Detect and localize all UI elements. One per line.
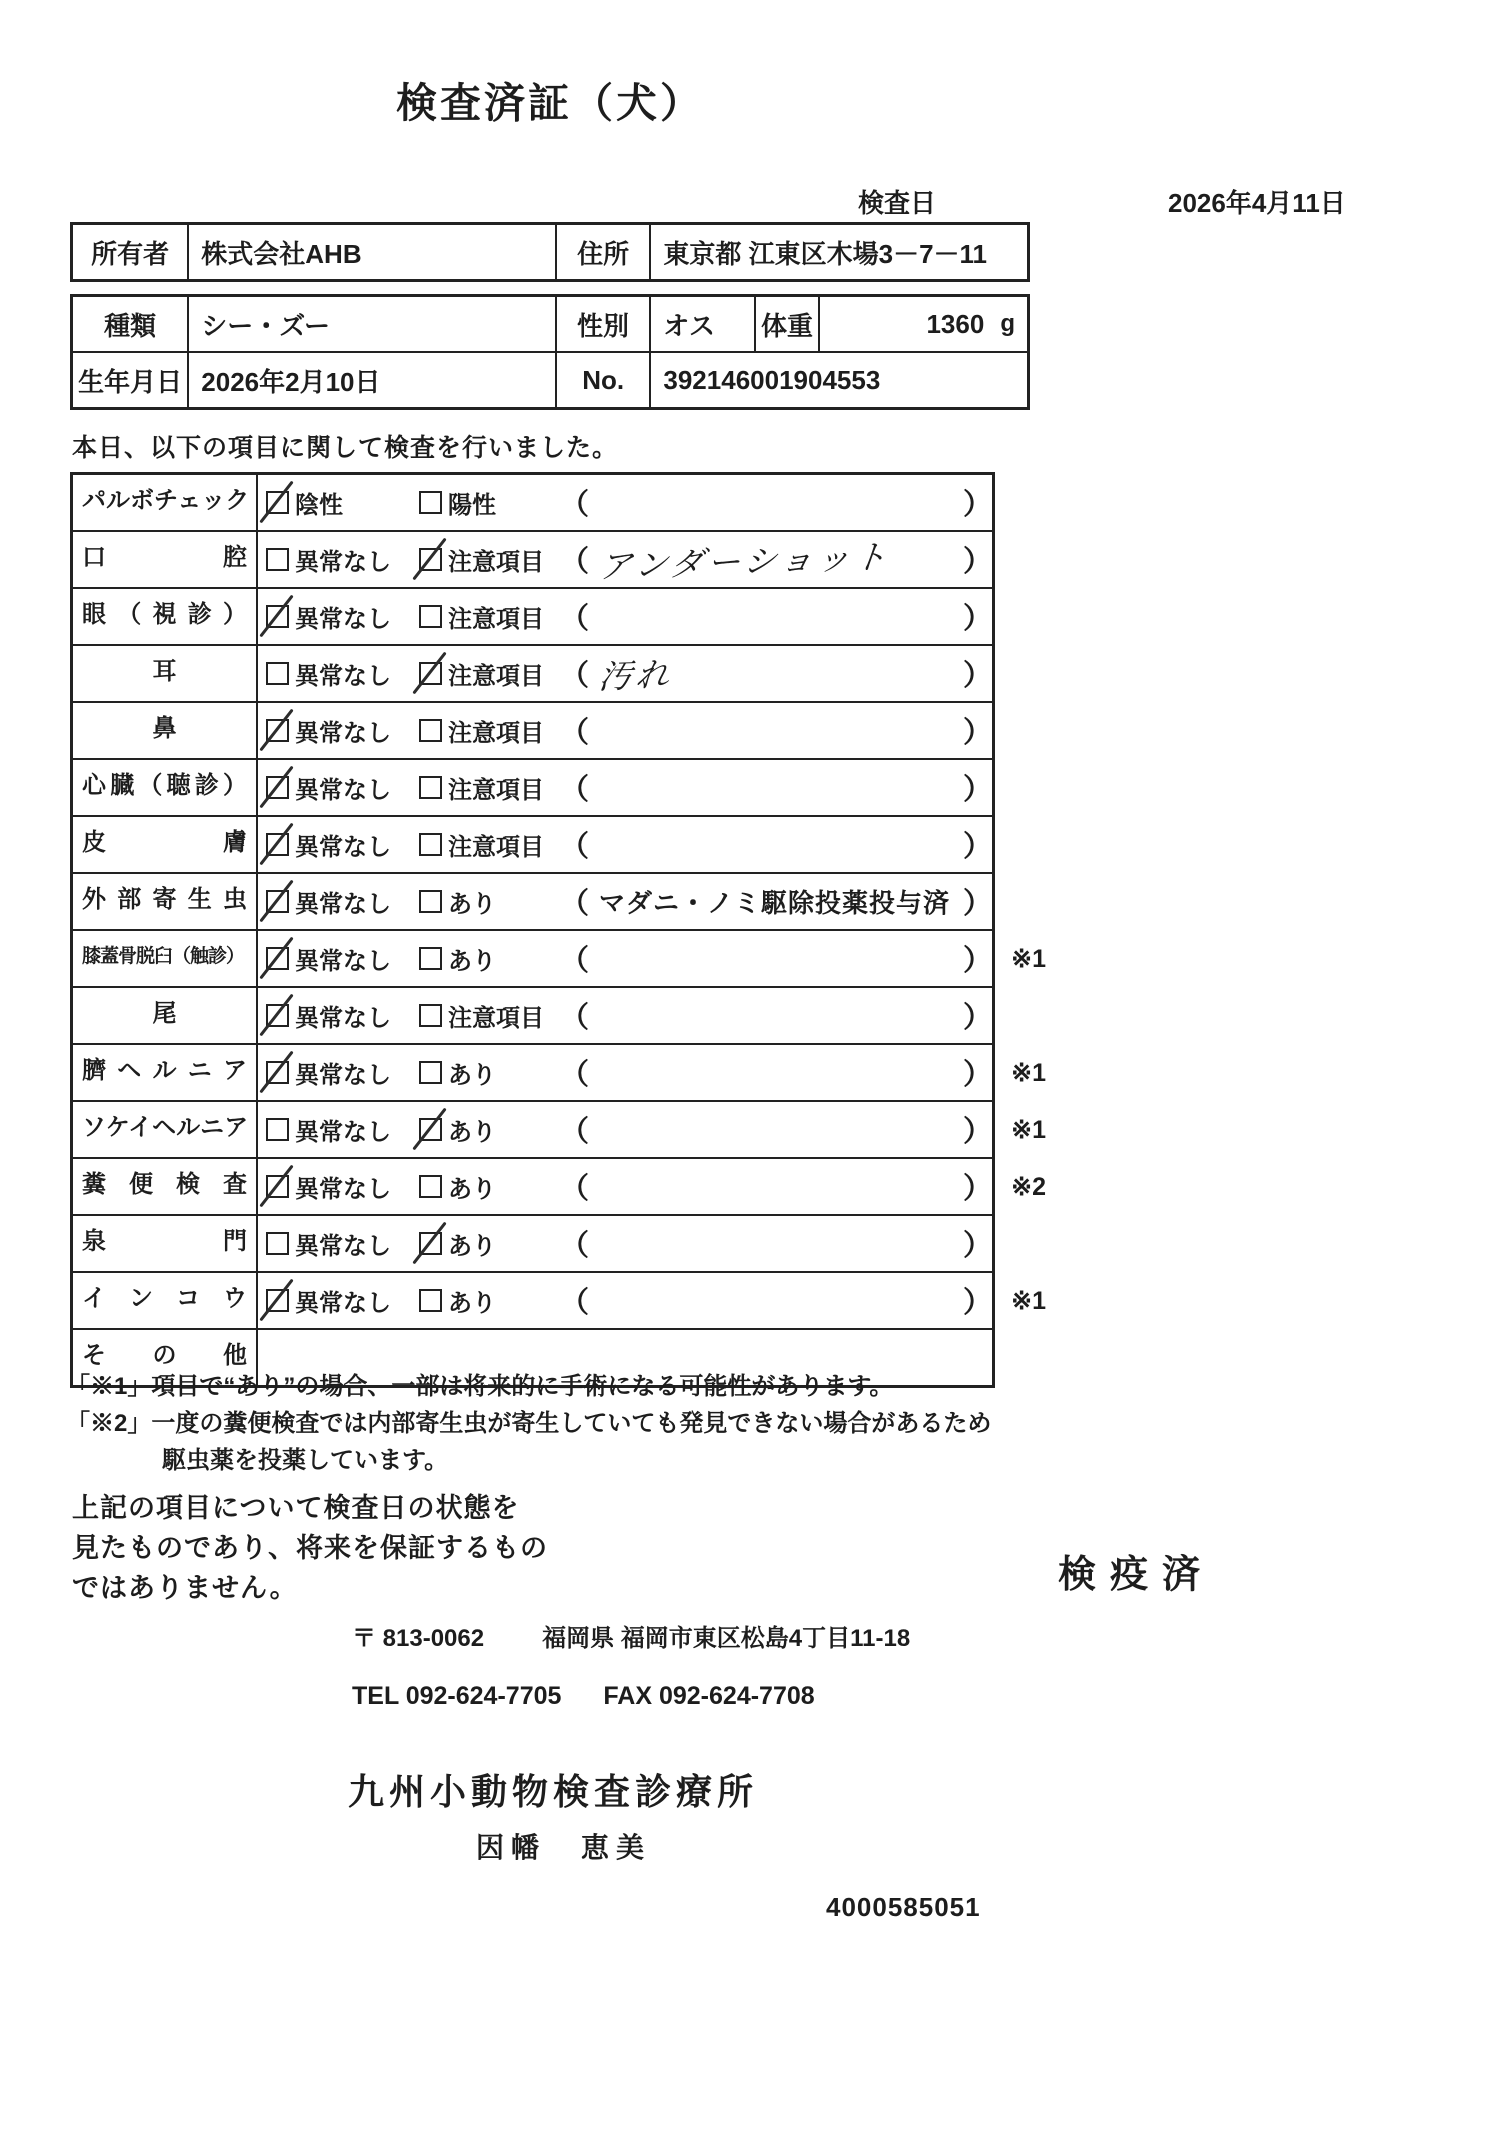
checkbox-option-1 (266, 776, 289, 799)
checklist-row (73, 1214, 992, 1271)
paren-close: ） (962, 717, 992, 749)
serial-number: 4000585051 (826, 1892, 981, 1922)
check-slash-mark (259, 709, 293, 752)
check-slash-mark (259, 937, 293, 980)
paren-close: ） (962, 1002, 992, 1034)
option-2 (419, 1226, 560, 1261)
paren-close: ） (962, 831, 992, 863)
option-1 (266, 656, 419, 691)
checklist-item-label: 臍ヘルニア (73, 1045, 258, 1100)
checklist-row (73, 1043, 1046, 1100)
paren-open: （ (560, 489, 590, 521)
owner-row (73, 225, 1027, 279)
footnote-mark: ※1 (1011, 1287, 1046, 1315)
checklist-row-content (258, 931, 1046, 986)
checklist-item-label: 皮膚 (73, 817, 258, 872)
disclaimer-text (72, 1488, 548, 1608)
checklist-row (73, 986, 992, 1043)
checklist-item-label: 糞便検査 (73, 1159, 258, 1214)
paren-close: ） (962, 1230, 992, 1262)
pet-table (70, 294, 1030, 410)
clinic-phone-line (352, 1682, 815, 1711)
birth-label: 生年月日 (78, 366, 183, 397)
option-2 (419, 941, 560, 976)
paren-open: （ (560, 945, 590, 977)
option-2 (419, 485, 560, 520)
weight-value (818, 297, 1027, 351)
checklist-item-label: 耳 (73, 646, 258, 701)
option-2-label: あり (448, 1233, 496, 1260)
checkbox-option-1 (266, 947, 289, 970)
checkbox-option-1 (266, 719, 289, 742)
checklist-row-content (258, 817, 992, 872)
option-2-label: 注意項目 (448, 720, 544, 747)
option-1 (266, 941, 419, 976)
checklist-row-content (258, 1273, 1046, 1328)
option-2 (419, 1055, 560, 1090)
option-1-label: 異常なし (295, 663, 391, 690)
checkbox-option-1 (266, 548, 289, 571)
checklist-row-content (258, 703, 992, 758)
checklist-row (73, 1271, 1046, 1328)
paren-open: （ (560, 1230, 590, 1262)
checkbox-option-1 (266, 1232, 289, 1255)
paren-close: ） (962, 1287, 992, 1319)
quarantine-stamp: 検疫済 (1058, 1554, 1215, 1596)
option-1 (266, 599, 419, 634)
checklist-row (73, 815, 992, 872)
checkbox-option-1 (266, 890, 289, 913)
checkbox-option-2 (419, 719, 442, 742)
checkbox-option-2 (419, 890, 442, 913)
footnote-2: 「※2」一度の糞便検査では内部寄生虫が寄生していても発見できない場合があるため (66, 1410, 992, 1437)
inspection-date-value: 2026年4月11日 (1168, 188, 1346, 218)
option-1-label: 異常なし (295, 1176, 391, 1203)
checklist-row (73, 701, 992, 758)
option-1-label: 異常なし (295, 834, 391, 861)
check-slash-mark (259, 1165, 293, 1208)
footnote-mark: ※1 (1011, 945, 1046, 973)
checklist-table (70, 472, 1046, 1388)
paren-open: （ (560, 603, 590, 635)
paren-open: （ (560, 546, 590, 578)
option-1-label: 異常なし (295, 1005, 391, 1032)
option-1-label: 異常なし (295, 948, 391, 975)
option-2 (419, 1169, 560, 1204)
option-1 (266, 1169, 419, 1204)
check-slash-mark (259, 880, 293, 923)
footnote-1: 「※1」項目で“あり”の場合、一部は将来的に手術になる可能性があります。 (66, 1373, 894, 1400)
checklist-row (73, 587, 992, 644)
checklist-row (73, 644, 992, 701)
option-2 (419, 713, 560, 748)
option-1 (266, 770, 419, 805)
checklist-row-content (258, 532, 992, 587)
checkbox-option-2 (419, 605, 442, 628)
option-2 (419, 656, 560, 691)
footnote-mark: ※1 (1011, 1059, 1046, 1087)
option-1 (266, 998, 419, 1033)
option-1 (266, 1112, 419, 1147)
footnote-2-continued: 駆虫薬を投薬しています。 (162, 1447, 449, 1474)
paren-open: （ (560, 1116, 590, 1148)
paren-open: （ (560, 1059, 590, 1091)
checklist-item-label: 膝蓋骨脱臼（触診） (73, 931, 258, 986)
checkbox-option-1 (266, 833, 289, 856)
checklist-item-label: 眼（視診） (73, 589, 258, 644)
paren-open: （ (560, 660, 590, 692)
checkbox-option-2 (419, 1289, 442, 1312)
option-2-label: あり (448, 948, 496, 975)
footnote-mark: ※2 (1011, 1173, 1046, 1201)
option-2 (419, 827, 560, 862)
owner-table (70, 222, 1030, 282)
clinic-postal-code: 〒 813-0062 (352, 1625, 485, 1652)
intro-text: 本日、以下の項目に関して検査を行いました。 (72, 434, 619, 462)
checkbox-option-1 (266, 491, 289, 514)
option-2 (419, 770, 560, 805)
check-slash-mark (259, 823, 293, 866)
clinic-fax: FAX 092-624-7708 (603, 1682, 815, 1710)
inspection-date-label: 検査日 (858, 188, 937, 218)
checklist-row-content (258, 1102, 1046, 1157)
checkbox-option-1 (266, 1289, 289, 1312)
disclaimer-line-2: 見たものであり、将来を保証するもの (72, 1533, 548, 1563)
paren-close: ） (962, 1173, 992, 1205)
checklist-row (73, 530, 992, 587)
option-2-label: あり (448, 1062, 496, 1089)
checkbox-option-2 (419, 491, 442, 514)
weight-unit: g (1000, 310, 1015, 337)
checklist-row-content (258, 988, 992, 1043)
option-1-label: 異常なし (295, 777, 391, 804)
option-2-label: 注意項目 (448, 549, 544, 576)
checklist-item-label: 口腔 (73, 532, 258, 587)
option-2 (419, 884, 560, 919)
option-2-label: 注意項目 (448, 663, 544, 690)
option-2 (419, 542, 560, 577)
checkbox-option-2 (419, 548, 442, 571)
paren-close: ） (962, 489, 992, 521)
checklist-row-content (258, 1159, 1046, 1214)
checklist-item-label: 心臓（聴診） (73, 760, 258, 815)
paren-close: ） (962, 774, 992, 806)
paren-close: ） (962, 546, 992, 578)
option-1 (266, 542, 419, 577)
option-2-label: 注意項目 (448, 834, 544, 861)
option-2 (419, 599, 560, 634)
row-note: マダニ・ノミ駆除投薬投与済 (599, 888, 951, 918)
checkbox-option-1 (266, 1004, 289, 1027)
option-1-label: 異常なし (295, 720, 391, 747)
paren-open: （ (560, 774, 590, 806)
row-note: 汚れ (596, 655, 675, 696)
checkbox-option-1 (266, 1175, 289, 1198)
checklist-row (73, 872, 992, 929)
clinic-name: 九州小動物検査診療所 (348, 1771, 759, 1812)
checklist-item-label: 泉門 (73, 1216, 258, 1271)
checklist-row (73, 475, 992, 530)
birth-row (73, 351, 1027, 407)
number-label: No. (555, 353, 649, 407)
checkbox-option-2 (419, 776, 442, 799)
option-1-label: 異常なし (295, 1233, 391, 1260)
option-2-label: あり (448, 1176, 496, 1203)
checkbox-option-2 (419, 1118, 442, 1141)
option-2-label: あり (448, 1290, 496, 1317)
option-1 (266, 1283, 419, 1318)
paren-open: （ (560, 888, 590, 920)
checkbox-option-1 (266, 662, 289, 685)
clinic-address: 福岡県 福岡市東区松島4丁目11-18 (542, 1625, 911, 1652)
paren-close: ） (962, 888, 992, 920)
option-1 (266, 713, 419, 748)
option-1-label: 異常なし (295, 1062, 391, 1089)
address-value: 東京都 江東区木場3－7－11 (649, 225, 1027, 279)
paren-open: （ (560, 1173, 590, 1205)
number-value: 392146001904553 (649, 353, 1027, 407)
paren-open: （ (560, 1002, 590, 1034)
checklist-row-content (258, 589, 992, 644)
check-slash-mark (259, 1051, 293, 1094)
option-1 (266, 827, 419, 862)
clinic-tel: TEL 092-624-7705 (352, 1682, 562, 1710)
check-slash-mark (259, 766, 293, 809)
checklist-row-content (258, 1045, 1046, 1100)
checklist-row (73, 758, 992, 815)
breed-label: 種類 (104, 310, 157, 341)
paren-close: ） (962, 660, 992, 692)
checklist-row-content (258, 646, 992, 701)
checkbox-option-2 (419, 1004, 442, 1027)
birth-value: 2026年2月10日 (187, 353, 555, 407)
checklist-item-label: その他 (73, 1330, 258, 1385)
sex-label: 性別 (555, 297, 649, 351)
checklist-row-content (258, 874, 992, 929)
option-2-label: あり (448, 1119, 496, 1146)
address-label: 住所 (555, 225, 649, 279)
option-1-label: 異常なし (295, 891, 391, 918)
option-2-label: 注意項目 (448, 777, 544, 804)
checkbox-option-1 (266, 1061, 289, 1084)
veterinarian-name: 因幡 恵美 (476, 1832, 652, 1863)
checklist-item-label: インコウ (73, 1273, 258, 1328)
option-1 (266, 485, 419, 520)
option-1-label: 陰性 (295, 492, 343, 519)
checkbox-option-2 (419, 1175, 442, 1198)
row-note: アンダーショット (596, 537, 893, 586)
disclaimer-line-1: 上記の項目について検査日の状態を (72, 1493, 520, 1523)
option-2 (419, 1283, 560, 1318)
checklist-row (73, 1157, 1046, 1214)
option-1 (266, 1226, 419, 1261)
weight-number: 1360 (926, 308, 985, 339)
page-title: 検査済証（犬） (396, 80, 704, 126)
checklist-row-content (258, 760, 992, 815)
checklist-row-content (258, 1216, 992, 1271)
paren-close: ） (962, 603, 992, 635)
checklist-item-label: 外部寄生虫 (73, 874, 258, 929)
checkbox-option-1 (266, 1118, 289, 1141)
owner-value: 株式会社AHB (187, 225, 555, 279)
option-1-label: 異常なし (295, 549, 391, 576)
owner-label: 所有者 (91, 238, 170, 269)
option-2-label: 注意項目 (448, 606, 544, 633)
checklist-row (73, 929, 1046, 986)
checklist-row-content (258, 475, 992, 530)
footnote-mark: ※1 (1011, 1116, 1046, 1144)
checkbox-option-1 (266, 605, 289, 628)
option-1 (266, 884, 419, 919)
option-1-label: 異常なし (295, 1119, 391, 1146)
check-slash-mark (259, 595, 293, 638)
paren-open: （ (560, 1287, 590, 1319)
check-slash-mark (259, 994, 293, 1037)
option-1-label: 異常なし (295, 606, 391, 633)
checkbox-option-2 (419, 1061, 442, 1084)
paren-open: （ (560, 831, 590, 863)
option-2-label: 陽性 (448, 492, 496, 519)
option-2 (419, 998, 560, 1033)
option-2-label: あり (448, 891, 496, 918)
checkbox-option-2 (419, 833, 442, 856)
checklist-item-label: パルボチェック (73, 475, 258, 530)
option-2 (419, 1112, 560, 1147)
breed-row (73, 297, 1027, 351)
clinic-address-line (352, 1618, 910, 1653)
checkbox-option-2 (419, 947, 442, 970)
check-slash-mark (259, 481, 293, 524)
checkbox-option-2 (419, 662, 442, 685)
sex-value: オス (649, 297, 753, 351)
paren-close: ） (962, 945, 992, 977)
option-1 (266, 1055, 419, 1090)
checklist-row (73, 1100, 1046, 1157)
disclaimer-line-3: ではありません。 (72, 1573, 298, 1603)
paren-open: （ (560, 717, 590, 749)
checklist-item-label: ソケイヘルニア (73, 1102, 258, 1157)
option-1-label: 異常なし (295, 1290, 391, 1317)
footnotes (66, 1368, 991, 1479)
breed-value: シー・ズー (187, 297, 555, 351)
paren-close: ） (962, 1059, 992, 1091)
checklist-item-label: 鼻 (73, 703, 258, 758)
checkbox-option-2 (419, 1232, 442, 1255)
paren-close: ） (962, 1116, 992, 1148)
option-2-label: 注意項目 (448, 1005, 544, 1032)
checklist-item-label: 尾 (73, 988, 258, 1043)
check-slash-mark (259, 1279, 293, 1322)
weight-label: 体重 (754, 297, 819, 351)
